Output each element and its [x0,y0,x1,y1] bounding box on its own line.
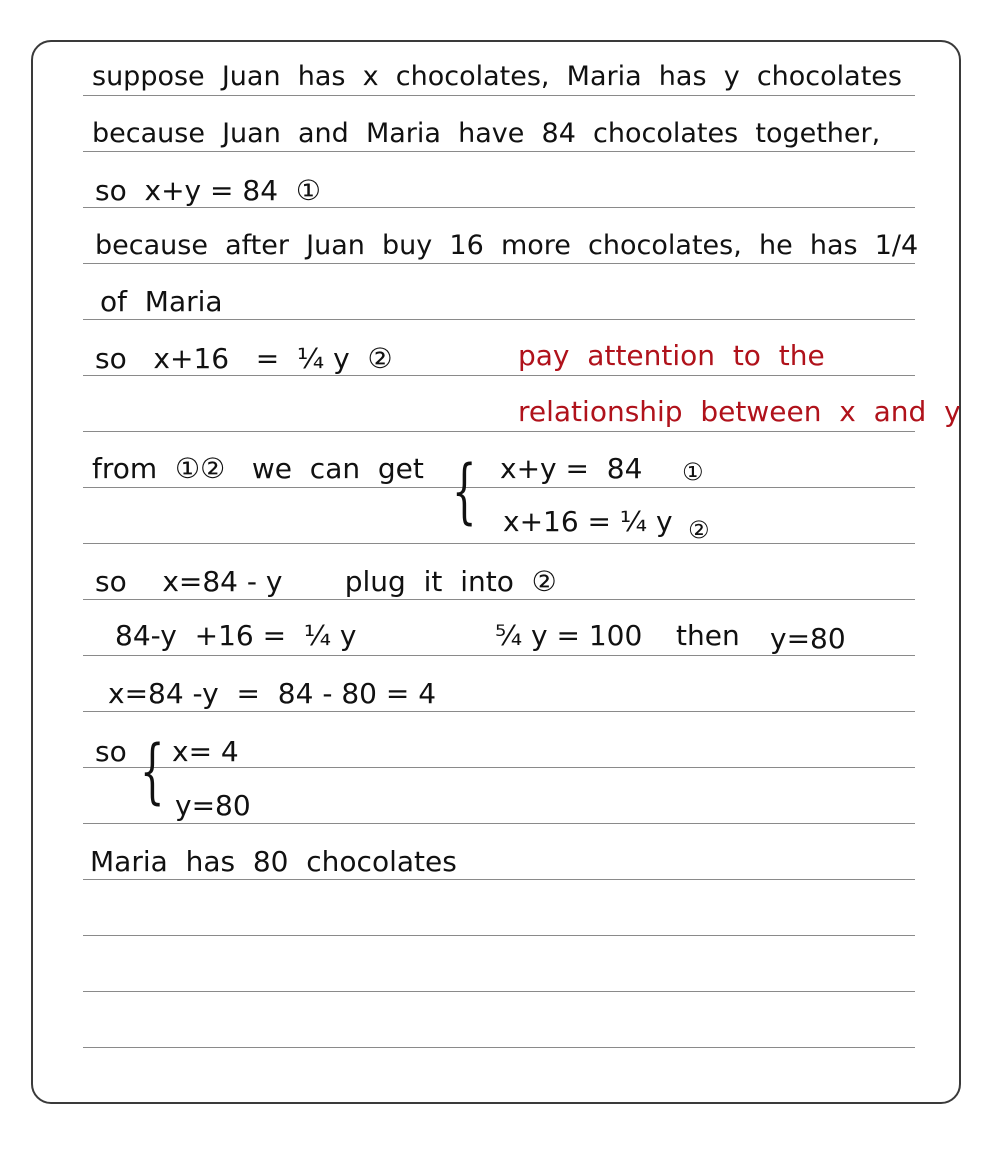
line-then: then [676,619,740,652]
ruled-line [83,207,915,208]
system-brace: { [452,450,477,532]
line-from-we-can-get: from ①② we can get [92,452,424,485]
line-because-together: because Juan and Maria have 84 chocolates together, [92,118,881,149]
system-eq-2-mark: ② [688,516,710,544]
ruled-line [83,263,915,264]
ruled-line [83,487,915,488]
line-y-result: y=80 [770,622,846,655]
line-of-maria: of Maria [100,285,223,318]
ruled-line [83,431,915,432]
ruled-line [83,991,915,992]
ruled-line [83,823,915,824]
ruled-line [83,879,915,880]
ruled-line [83,655,915,656]
ruled-line [83,1047,915,1048]
line-because-after: because after Juan buy 16 more chocolates, he has 1/4 [95,230,919,261]
ruled-line [83,543,915,544]
ruled-line [83,599,915,600]
line-suppose: suppose Juan has x chocolates, Maria has y chocolates [92,61,902,92]
ruled-line [83,319,915,320]
line-equation-1: so x+y = 84 ① [95,174,321,207]
ruled-line [83,935,915,936]
system-eq-2: x+16 = ¼ y [503,505,673,538]
line-answer: Maria has 80 chocolates [90,845,457,878]
line-equation-2: so x+16 = ¼ y ② [95,342,393,375]
ruled-line [83,151,915,152]
line-substitution: so x=84 - y plug it into ② [95,565,557,598]
system-eq-1-mark: ① [682,458,704,486]
line-x-result: x=84 -y = 84 - 80 = 4 [108,677,437,710]
ruled-line [83,95,915,96]
line-so-final: so [95,735,127,768]
annotation-line-2: relationship between x and y [518,395,961,428]
final-y: y=80 [175,789,251,822]
annotation-line-1: pay attention to the [518,339,825,372]
final-brace: { [140,730,165,812]
ruled-line [83,375,915,376]
ruled-line [83,711,915,712]
system-eq-1: x+y = 84 [500,452,643,485]
line-plug-in: 84-y +16 = ¼ y [115,619,357,652]
final-x: x= 4 [172,735,239,768]
line-five-quarters: ⁵⁄₄ y = 100 [495,619,643,652]
